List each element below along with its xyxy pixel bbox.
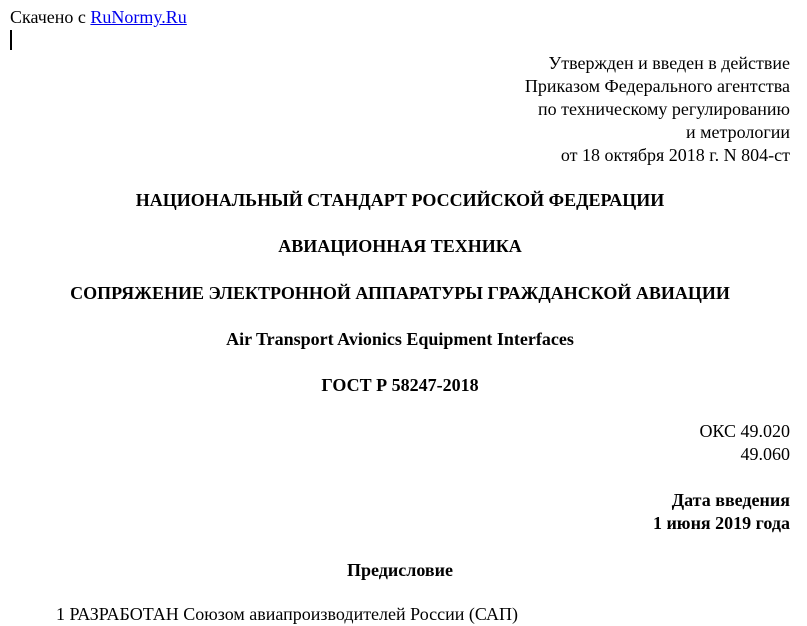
- standard-type-heading: НАЦИОНАЛЬНЫЙ СТАНДАРТ РОССИЙСКОЙ ФЕДЕРАЦИИ: [135, 190, 665, 210]
- approval-line: Приказом Федерального агентства: [524, 76, 790, 96]
- title-ru-heading: СОПРЯЖЕНИЕ ЭЛЕКТРОННОЙ АППАРАТУРЫ ГРАЖДАНСКОЙ АВИАЦИИ: [70, 283, 730, 303]
- designation-heading: ГОСТ Р 58247-2018: [321, 375, 479, 395]
- source-link[interactable]: RuNormy.Ru: [90, 7, 187, 27]
- subject-heading: АВИАЦИОННАЯ ТЕХНИКА: [278, 236, 522, 256]
- oks-line-1: ОКС 49.020: [699, 421, 790, 441]
- approval-line: по техническому регулированию: [537, 99, 790, 119]
- oks-block: [699, 420, 790, 466]
- foreword-heading: Предисловие: [347, 560, 453, 580]
- approval-line: Утвержден и введен в действие: [548, 53, 790, 73]
- source-line: [10, 6, 187, 29]
- source-prefix: Скачено с: [10, 7, 91, 27]
- approval-line: от 18 октября 2018 г. N 804-ст: [560, 145, 790, 165]
- approval-block: [525, 52, 790, 167]
- foreword-item-1: 1 РАЗРАБОТАН Союзом авиапроизводителей России (САП): [56, 604, 519, 624]
- intro-date-label: Дата введения: [671, 490, 790, 510]
- approval-line: и метрологии: [686, 122, 790, 142]
- oks-line-2: 49.060: [740, 444, 790, 464]
- text-caret: [10, 30, 12, 50]
- intro-date-value: 1 июня 2019 года: [652, 513, 790, 533]
- title-en-heading: Air Transport Avionics Equipment Interfaces: [226, 329, 574, 349]
- intro-date-block: [653, 489, 790, 535]
